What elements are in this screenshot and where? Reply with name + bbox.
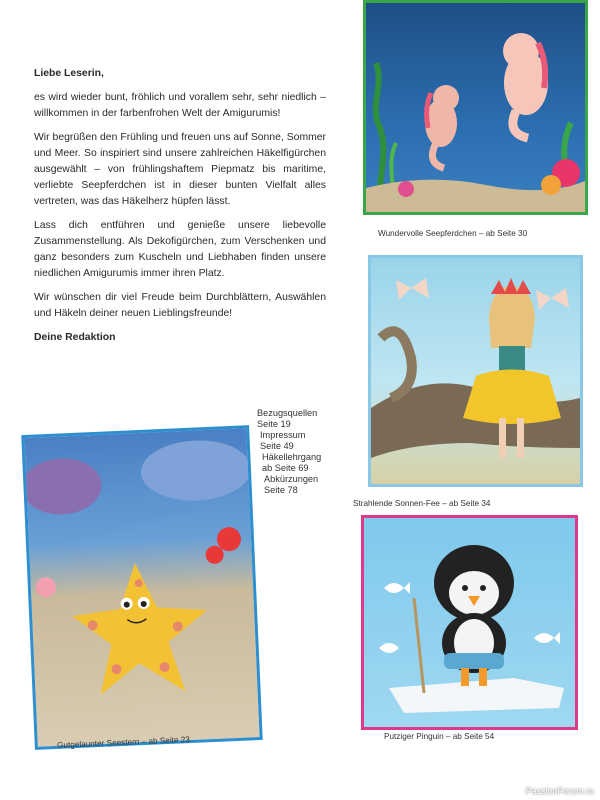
fairy-photo bbox=[368, 255, 583, 487]
index-item: Häkellehrgang ab Seite 69 bbox=[262, 452, 322, 473]
fairy-caption: Strahlende Sonnen-Fee – ab Seite 34 bbox=[353, 499, 491, 508]
index-list bbox=[257, 408, 321, 496]
index-item: Abkürzungen Seite 78 bbox=[264, 474, 319, 495]
signature: Deine Redaktion bbox=[34, 332, 116, 343]
starfish-caption: Gutgelaunter Seestern – ab Seite 23 bbox=[56, 735, 191, 750]
paragraph: Lass dich entführen und genieße unsere liebevolle Zusammenstellung. Als Dekofigürchen, zum Verschenken und ganz besonders zum Kuscheln und Liebhaben finden unsere niedlichen Amigurumis immer ihren Platz. bbox=[34, 220, 326, 279]
starfish-photo bbox=[21, 425, 263, 750]
seahorse-photo bbox=[363, 0, 588, 215]
penguin-photo bbox=[361, 515, 578, 730]
paragraph: es wird wieder bunt, fröhlich und vorallem sehr, sehr niedlich – willkommen in der farbenfrohen Welt der Amigurumis! bbox=[34, 92, 326, 119]
seahorse-caption: Wundervolle Seepferdchen – ab Seite 30 bbox=[378, 229, 528, 238]
editorial-text bbox=[34, 66, 326, 354]
paragraph: Wir begrüßen den Frühling und freuen uns auf Sonne, Sommer und Meer. So inspiriert sind unsere zahlreichen Häkelfigürchen ausgewählt – von frühlingshaftem Piepmatz bis maritime, verliebte Seepferdchen ist in dieser bunten Vielfalt alles vertreten, was das Häkelherz hüpfen lässt. bbox=[34, 132, 326, 207]
watermark: PassionForum.ru bbox=[525, 786, 594, 796]
greeting: Liebe Leserin, bbox=[34, 68, 104, 79]
index-item: Bezugsquellen Seite 19 bbox=[257, 408, 318, 429]
index-item: Impressum Seite 49 bbox=[260, 430, 306, 451]
paragraph: Wir wünschen dir viel Freude beim Durchblättern, Auswählen und Häkeln deiner neuen Lieblingsfreunde! bbox=[34, 292, 326, 319]
penguin-caption: Putziger Pinguin – ab Seite 54 bbox=[384, 732, 495, 741]
